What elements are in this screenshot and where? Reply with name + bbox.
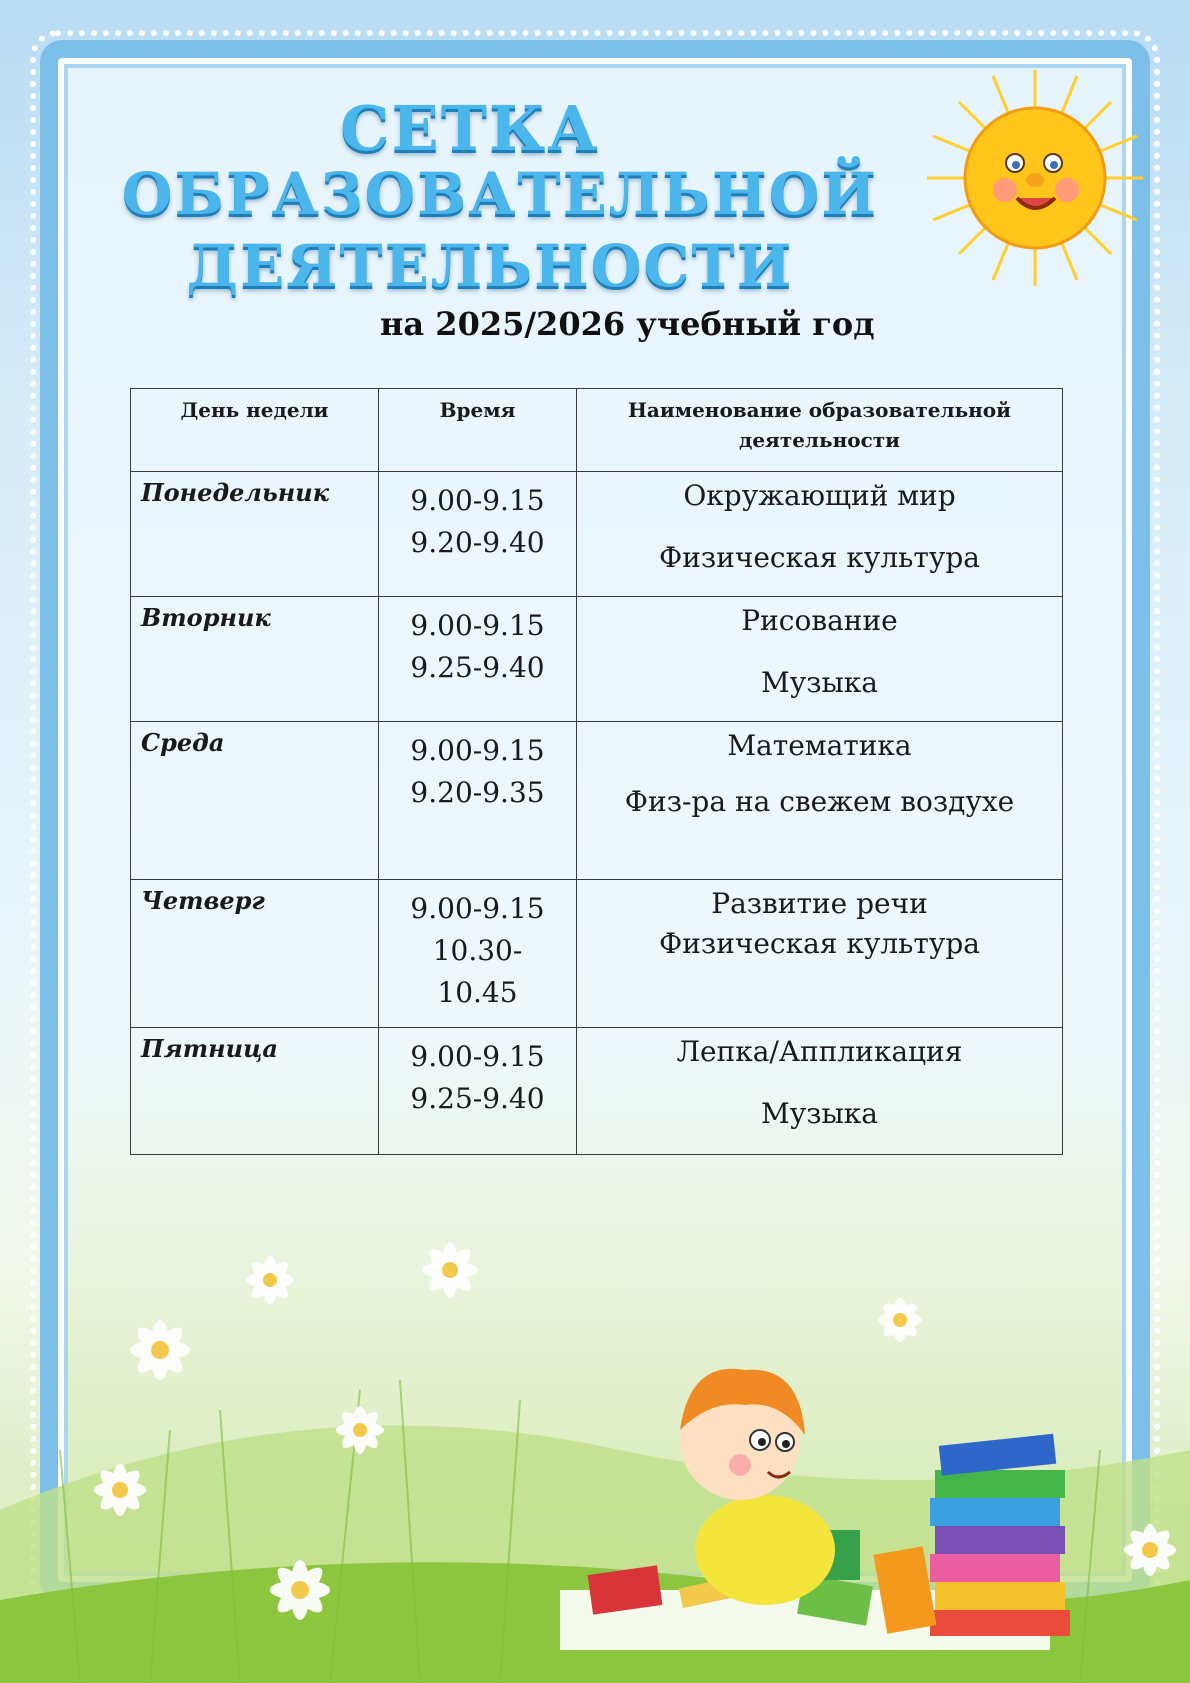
table-row: [131, 597, 1063, 722]
activity-item: Физическая культура: [659, 541, 980, 574]
day-cell: Понедельник: [131, 472, 379, 597]
header-activity: Наименование образовательной деятельности: [577, 389, 1063, 472]
activity-cell: [577, 597, 1063, 722]
activity-cell: [577, 1028, 1063, 1155]
meadow-scene: [0, 1150, 1190, 1683]
day-cell: Вторник: [131, 597, 379, 722]
school-year-subtitle: на 2025/2026 учебный год: [380, 305, 875, 343]
table-row: [131, 722, 1063, 880]
activity-item: Музыка: [761, 1097, 878, 1130]
table-row: [131, 880, 1063, 1028]
table-row: [131, 472, 1063, 597]
table-row: [131, 1028, 1063, 1155]
page-title-line-1: СЕТКА: [340, 92, 600, 165]
activity-item: Окружающий мир: [683, 479, 956, 512]
page-title-line-2: ОБРАЗОВАТЕЛЬНОЙ: [121, 160, 879, 228]
time-slot: 10.45: [437, 976, 518, 1009]
time-cell: [379, 597, 577, 722]
day-cell: Пятница: [131, 1028, 379, 1155]
time-slot: 10.30-: [432, 934, 523, 967]
header-day: День недели: [131, 389, 379, 472]
schedule-table: [130, 388, 1063, 1155]
header-time: Время: [379, 389, 577, 472]
activity-item: Развитие речи: [711, 887, 928, 920]
activity-cell: [577, 472, 1063, 597]
time-slot: 9.20-9.35: [410, 776, 545, 809]
activity-item: Физическая культура: [659, 927, 980, 960]
time-cell: [379, 880, 577, 1028]
time-slot: 9.20-9.40: [410, 526, 545, 559]
time-cell: [379, 1028, 577, 1155]
activity-item: Физ-ра на свежем воздухе: [624, 785, 1015, 818]
day-cell: Среда: [131, 722, 379, 880]
time-slot: 9.00-9.15: [410, 1040, 545, 1073]
time-slot: 9.00-9.15: [410, 892, 545, 925]
time-slot: 9.25-9.40: [410, 651, 545, 684]
page-title-line-3: ДЕЯТЕЛЬНОСТИ: [186, 232, 794, 300]
activity-item: Музыка: [761, 666, 878, 699]
activity-cell: [577, 722, 1063, 880]
activity-cell: [577, 880, 1063, 1028]
time-slot: 9.00-9.15: [410, 484, 545, 517]
activity-item: Лепка/Аппликация: [676, 1035, 963, 1068]
time-cell: [379, 472, 577, 597]
activity-item: Рисование: [741, 604, 898, 637]
time-slot: 9.00-9.15: [410, 734, 545, 767]
table-header-row: [131, 389, 1063, 472]
time-slot: 9.25-9.40: [410, 1082, 545, 1115]
time-cell: [379, 722, 577, 880]
activity-item: Математика: [727, 729, 912, 762]
day-cell: Четверг: [131, 880, 379, 1028]
time-slot: 9.00-9.15: [410, 609, 545, 642]
sun-icon: [925, 68, 1145, 288]
